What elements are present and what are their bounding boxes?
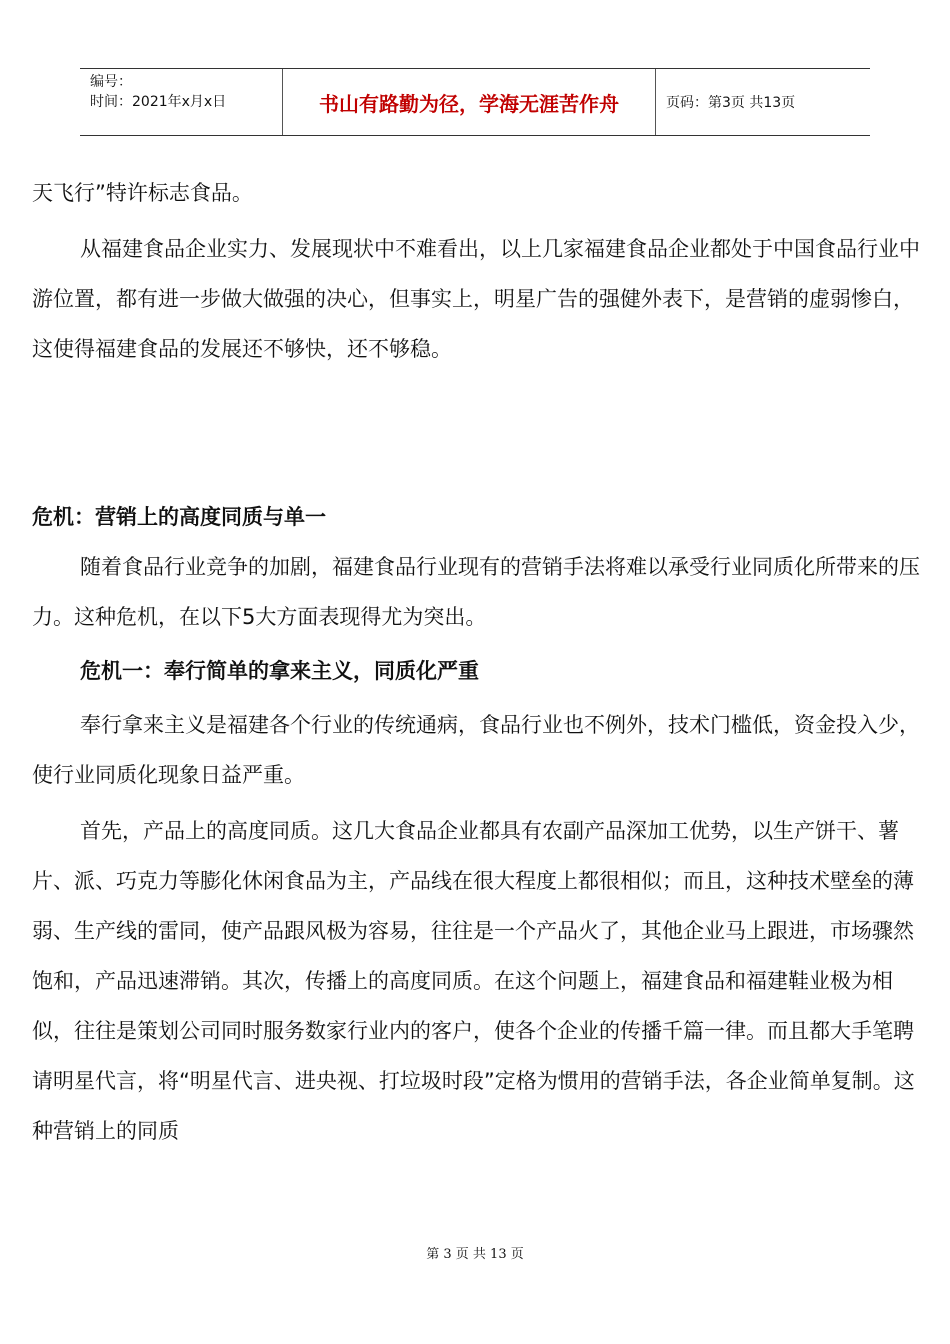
paragraph: 从福建食品企业实力、发展现状中不难看出，以上几家福建食品企业都处于中国食品行业中游位置，都有进一步做大做强的决心，但事实上，明星广告的强健外表下，是营销的虚弱惨白，这使得福建食品的发展还不够快，还不够稳。: [32, 237, 920, 361]
page-footer: 第 3 页 共 13 页: [426, 1247, 524, 1262]
paragraph: 随着食品行业竞争的加剧，福建食品行业现有的营销手法将难以承受行业同质化所带来的压力。这种危机，在以下5大方面表现得尤为突出。: [32, 555, 920, 629]
document-body: [32, 168, 920, 1156]
header-page-info: 页码：第3页 共13页: [666, 95, 796, 111]
header-motto: 书山有路勤为径，学海无涯苦作舟: [282, 69, 656, 135]
header-meta: [80, 69, 282, 135]
paragraph: 奉行拿来主义是福建各个行业的传统通病，食品行业也不例外，技术门槛低，资金投入少，使行业同质化现象日益严重。: [32, 713, 920, 787]
page-header: [80, 68, 870, 136]
paragraph: 首先，产品上的高度同质。这几大食品企业都具有农副产品深加工优势，以生产饼干、薯片、派、巧克力等膨化休闲食品为主，产品线在很大程度上都很相似；而且，这种技术壁垒的薄弱、生产线的雷同，使产品跟风极为容易，往往是一个产品火了，其他企业马上跟进，市场骤然饱和，产品迅速滞销。其次，传播上的高度同质。在这个问题上，福建食品和福建鞋业极为相似，往往是策划公司同时服务数家行业内的客户，使各个企业的传播千篇一律。而且都大手笔聘请明星代言，将“明星代言、进央视、打垃圾时段”定格为惯用的营销手法，各企业简单复制。这种营销上的同质: [32, 819, 915, 1143]
section-heading: 危机：营销上的高度同质与单一: [32, 505, 326, 529]
subsection-heading: 危机一：奉行简单的拿来主义，同质化严重: [80, 659, 479, 683]
paragraph: 天飞行”特许标志食品。: [32, 181, 253, 205]
document-time-label: 时间：2021年x月x日: [90, 94, 227, 110]
spacer: [32, 374, 920, 492]
document-number-label: 编号：: [90, 74, 132, 90]
